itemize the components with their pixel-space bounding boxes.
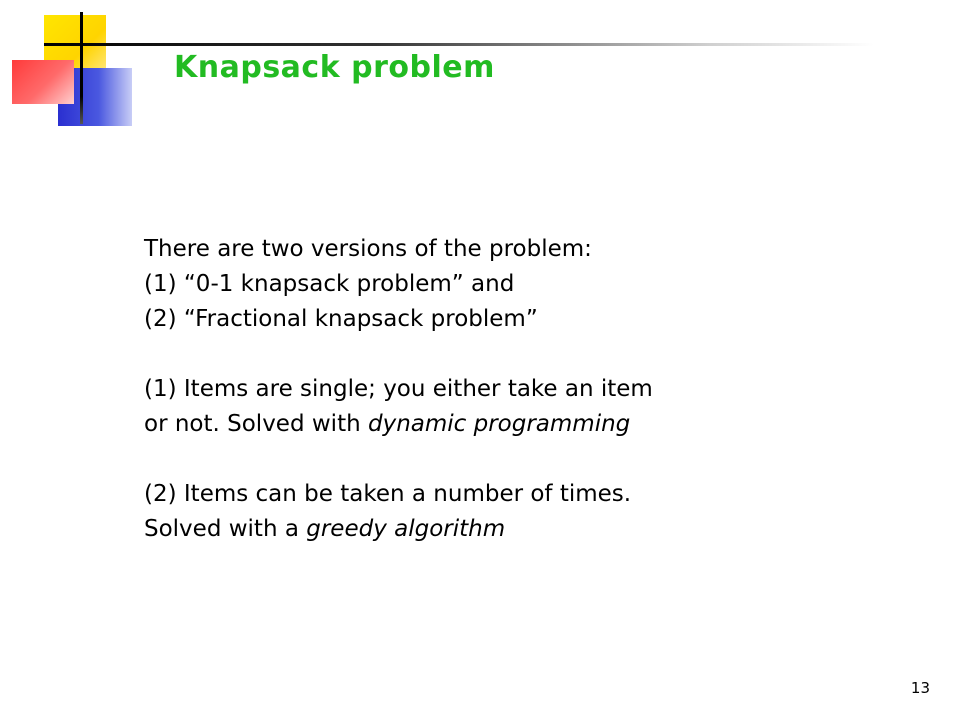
body-text-plain: Solved with a	[144, 516, 307, 542]
decor-vertical-line	[80, 12, 83, 124]
body-line-greedy-algorithm	[144, 512, 844, 547]
body-line-version-2: (2) “Fractional knapsack problem”	[144, 306, 538, 332]
body-text-emphasis: dynamic programming	[367, 411, 631, 437]
body-text-emphasis: greedy algorithm	[306, 516, 506, 542]
body-line-intro: There are two versions of the problem:	[144, 236, 592, 262]
paragraph-gap	[144, 337, 844, 372]
decor-horizontal-line	[44, 43, 874, 46]
body-line-items-multiple: (2) Items can be taken a number of times.	[144, 481, 632, 507]
body-line-version-1: (1) “0-1 knapsack problem” and	[144, 271, 515, 297]
decor-red-square	[12, 60, 74, 104]
paragraph-gap	[144, 442, 844, 477]
slide-body	[144, 232, 844, 547]
body-line-dynamic-programming	[144, 407, 844, 442]
body-line-items-single: (1) Items are single; you either take an item	[144, 376, 653, 402]
slide-title: Knapsack problem	[174, 50, 495, 85]
page-number: 13	[910, 679, 930, 697]
body-text-plain: or not. Solved with	[144, 411, 368, 437]
